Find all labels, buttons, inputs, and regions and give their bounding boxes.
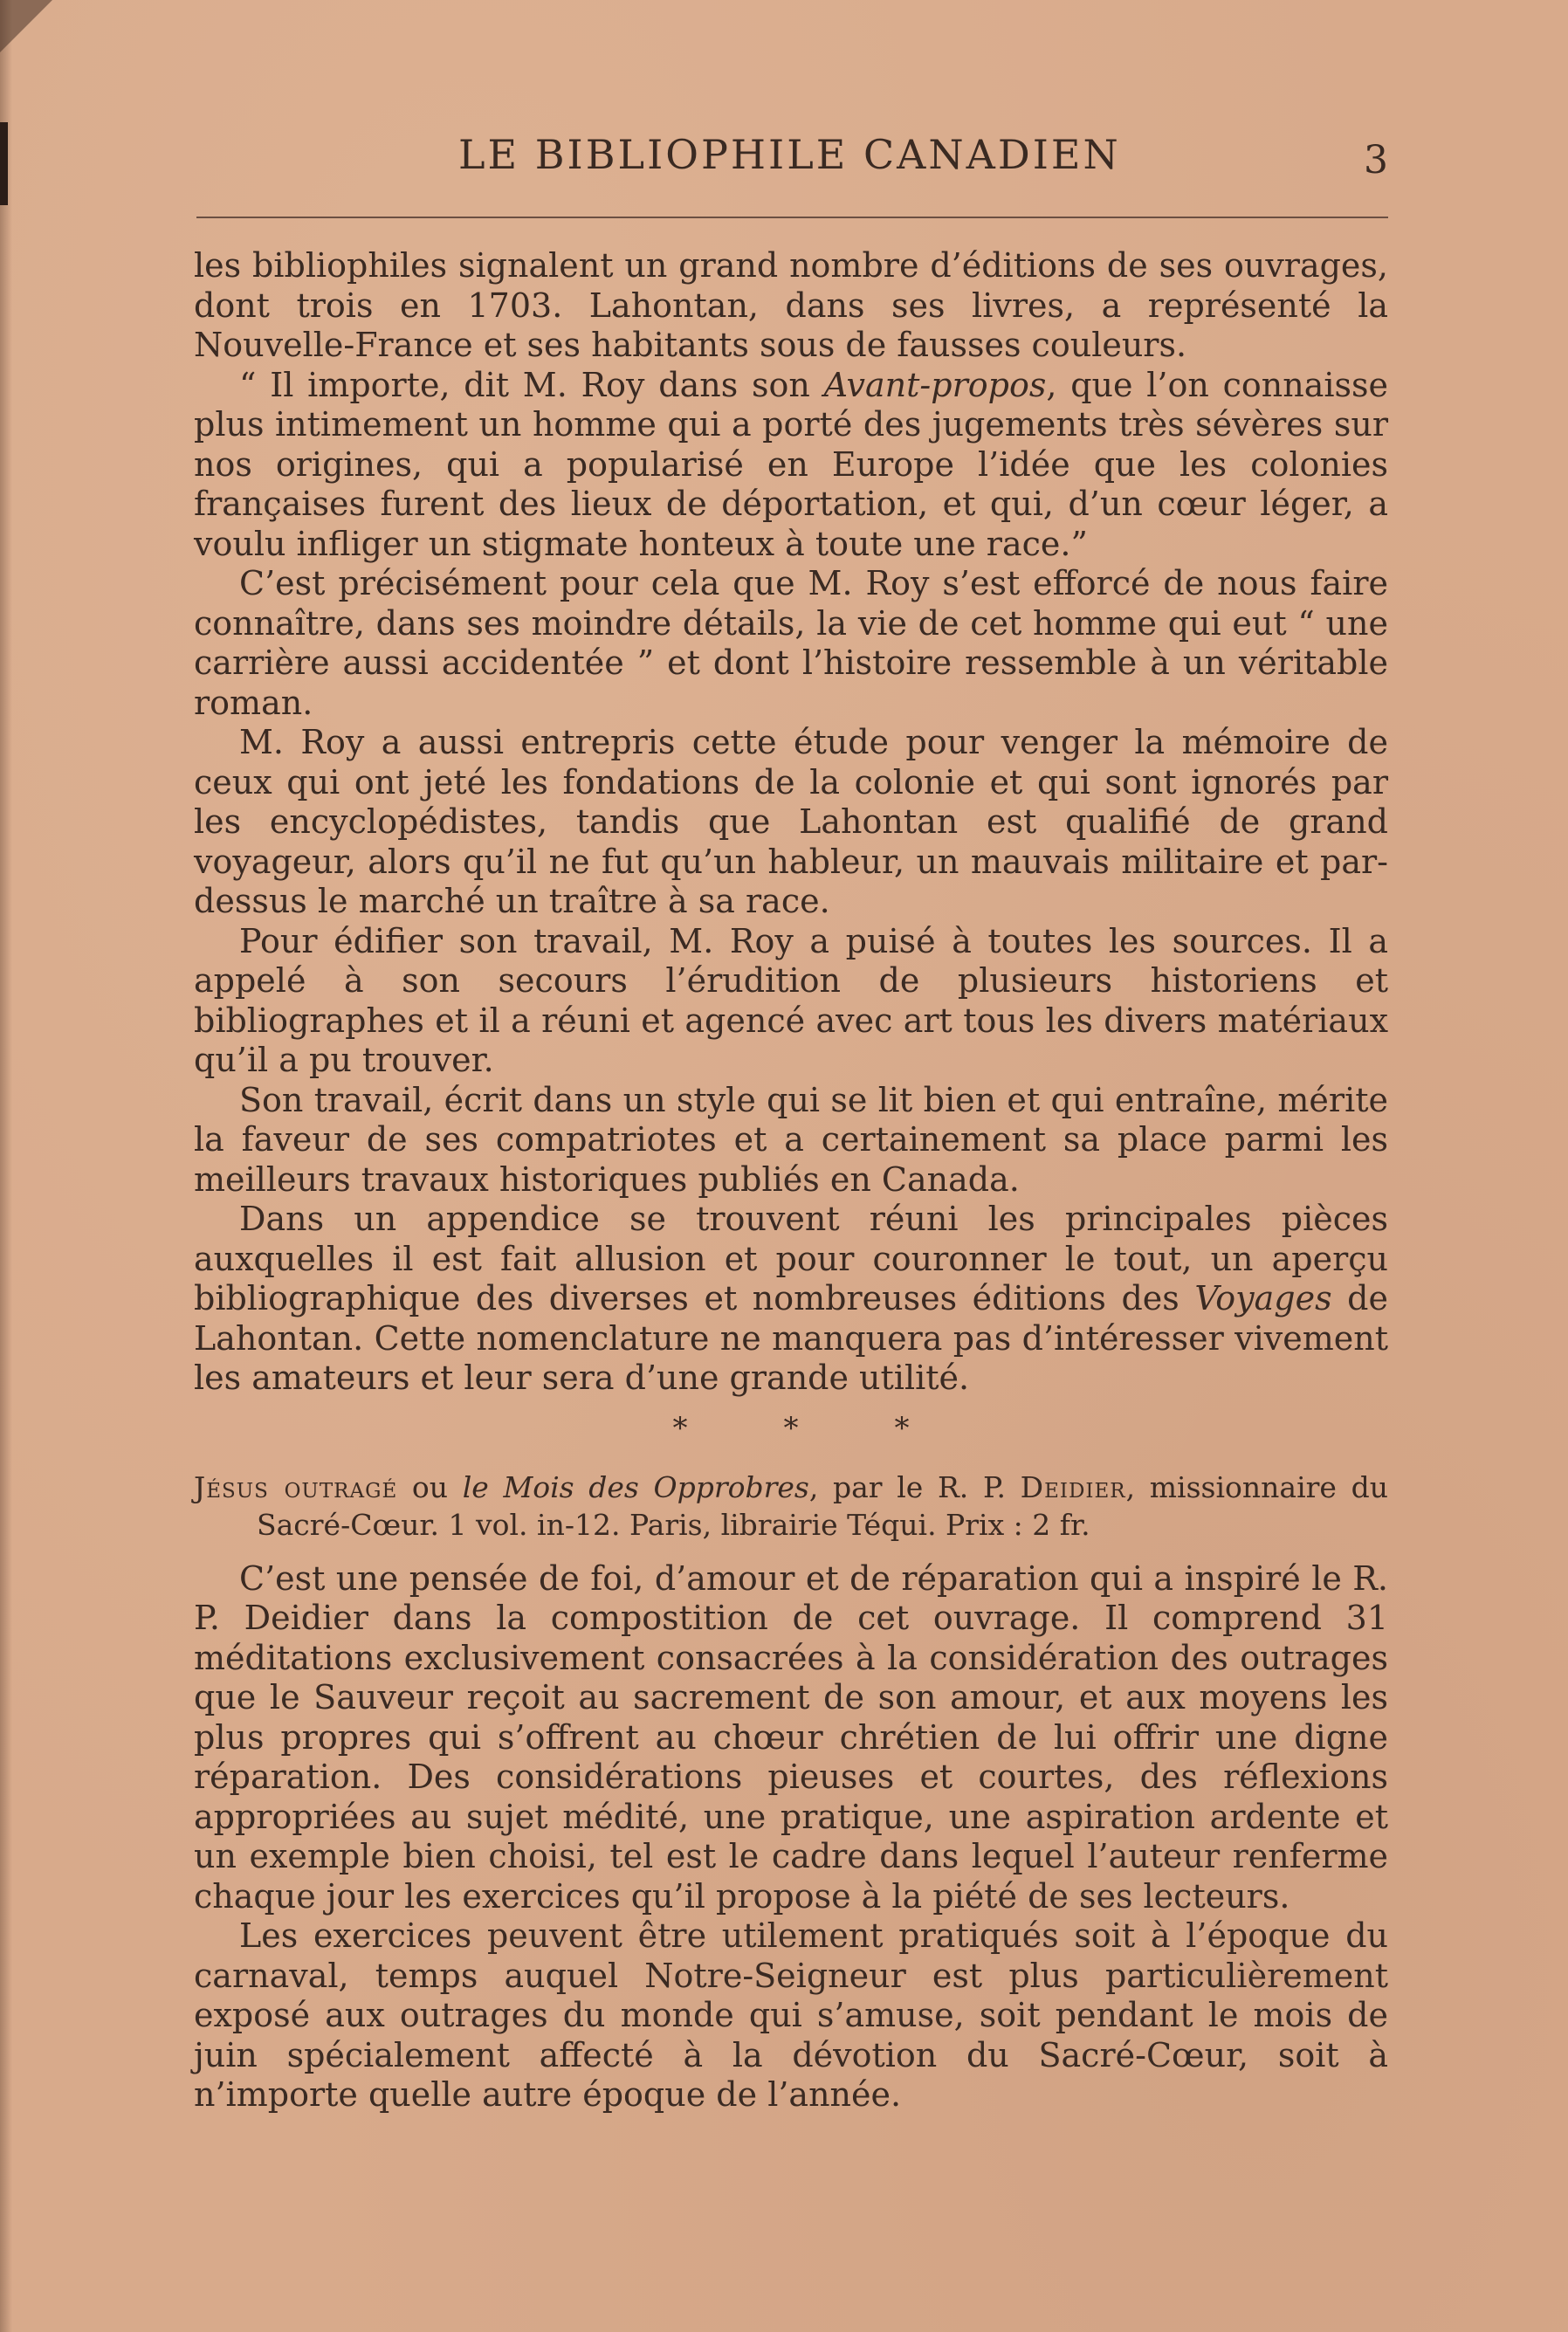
page-number: 3 [1364,138,1388,182]
italic-title: Avant-propos [823,365,1047,404]
book-author: Deidier [1020,1469,1126,1504]
paragraph: Pour édifier son travail, M. Roy a puisé à toutes les sources. Il a appelé à son secours l’érudition de plusieurs historiens et bibliographes et il a réuni et agencé avec art tous les divers matériaux qu’il a pu trouver. [194,921,1388,1079]
paragraph: Son travail, écrit dans un style qui se lit bien et qui entraîne, mérite la faveur de ses compatriotes et a certainement sa place parmi les meilleurs travaux historiques publiés en Canada. [194,1080,1388,1199]
asterisk: * [783,1410,799,1446]
text-run: , que l’on connaisse plus intimement un homme qui a porté des jugements très sévères sur nos origines, qui a popularisé en Europe l’idée que les colonies françaises furent des lieux de déportation, et qui, d’un cœur léger, a voulu infliger un stigmate honteux à toute une race.” [194,365,1389,563]
paragraph [194,1200,1388,1399]
article-body [194,246,1388,2115]
text-run: ou [397,1469,463,1504]
book-citation [194,1469,1388,1544]
page-header [192,131,1388,192]
asterisk: * [672,1410,688,1446]
text-run: , par le R. P. [808,1469,1021,1504]
text-run: Dans un appendice se trouvent réuni les principales pièces auxquelles il est fait allusion et pour couronner le tout, un aperçu bibliographique des diverses et nombreuses éditions des [194,1200,1388,1317]
section-separator [194,1411,1388,1446]
corner-fold [0,0,52,52]
paragraph: C’est précisément pour cela que M. Roy s’est efforcé de nous faire connaître, dans ses moindre détails, la vie de cet homme qui eut “ une carrière aussi accidentée ” et dont l’histoire ressemble à un véritable roman. [194,564,1388,722]
book-title: Jésus outragé [194,1469,398,1504]
text-run: “ Il importe, dit M. Roy dans son [239,365,824,404]
header-rule [196,217,1388,218]
page-left-edge-shadow [0,0,12,2332]
paragraph: les bibliophiles signalent un grand nombre d’éditions de ses ouvrages, dont trois en 1703. Lahontan, dans ses livres, a représenté la Nouvelle-France et ses habitants sous de fausses couleurs. [194,246,1388,364]
book-subtitle: le Mois des Opprobres [462,1469,809,1504]
paragraph: M. Roy a aussi entrepris cette étude pour venger la mémoire de ceux qui ont jeté les fondations de la colonie et qui sont ignorés par les encyclopédistes, tandis que Lahontan est qualifié de grand voyageur, alors qu’il ne fut qu’un hableur, un mauvais militaire et par-dessus le marché un traître à sa race. [194,723,1388,920]
paragraph: Les exercices peuvent être utilement pratiqués soit à l’époque du carnaval, temps auquel Notre-Seigneur est plus particulièrement exposé aux outrages du monde qui s’amuse, soit pendant le mois de juin spécialement affecté à la dévotion du Sacré-Cœur, soit à n’importe quelle autre époque de l’année. [194,1916,1388,2114]
binding-mark [0,122,8,205]
text-run: de Lahontan. Cette nomenclature ne manquera pas d’intéresser vivement les amateurs et leur sera d’une grande utilité. [194,1279,1388,1397]
paragraph: C’est une pensée de foi, d’amour et de réparation qui a inspiré le R. P. Deidier dans la compostition de cet ouvrage. Il comprend 31 méditations exclusivement consacrées à la considération des outrages que le Sauveur reçoit au sacrement de son amour, et aux moyens les plus propres qui s’offrent au chœur chrétien de lui offrir une digne réparation. Des considérations pieuses et courtes, des réflexions appropriées au sujet médité, une pratique, une aspiration ardente et un exemple bien choisi, tel est le cadre dans lequel l’auteur renferme chaque jour les exercices qu’il propose à la piété de ses lecteurs. [194,1558,1388,1916]
running-title: LE BIBLIOPHILE CANADIEN [458,131,1121,178]
italic-title: Voyages [1194,1279,1332,1317]
paragraph [194,366,1388,565]
asterisk: * [894,1410,910,1446]
book-details: , missionnaire du Sacré-Cœur. 1 vol. in-12. Paris, librairie Téqui. Prix : 2 fr. [257,1469,1388,1542]
